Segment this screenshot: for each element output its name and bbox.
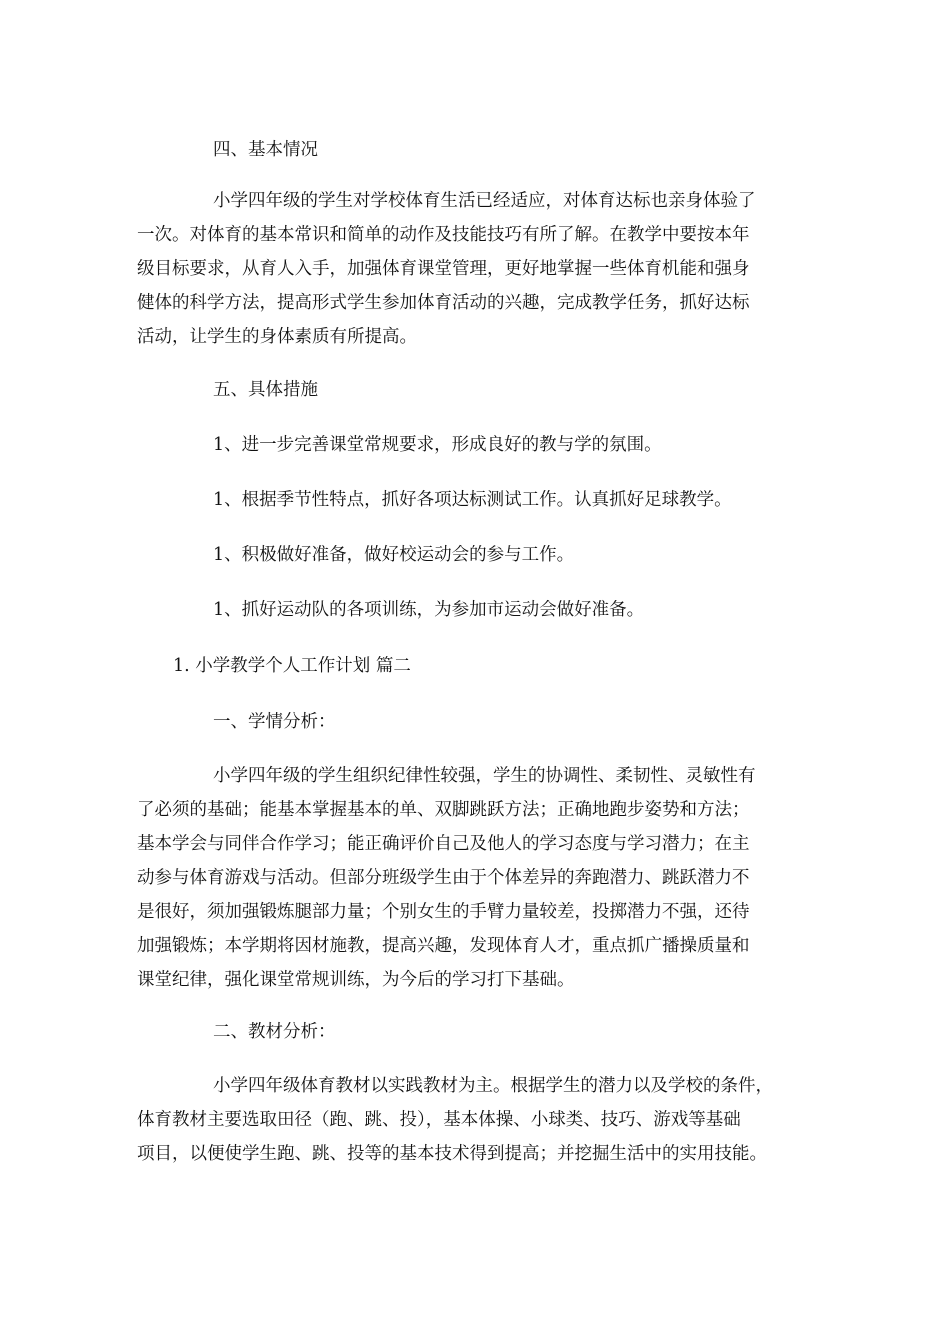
paragraph-line: 体育教材主要选取田径（跑、跳、投），基本体操、小球类、技巧、游戏等基础 bbox=[137, 1110, 741, 1130]
paragraph-line: 小学四年级的学生对学校体育生活已经适应，对体育达标也亲身体验了 bbox=[213, 191, 756, 211]
paragraph-line: 级目标要求，从育人入手，加强体育课堂管理，更好地掌握一些体育机能和强身 bbox=[137, 259, 750, 279]
heading-basic-situation: 四、基本情况 bbox=[213, 140, 318, 160]
section-title: 1. 小学教学个人工作计划 篇二 bbox=[173, 656, 411, 676]
measure-item: 1、进一步完善课堂常规要求，形成良好的教与学的氛围。 bbox=[213, 435, 662, 455]
paragraph-line: 健体的科学方法，提高形式学生参加体育活动的兴趣，完成教学任务，抓好达标 bbox=[137, 293, 750, 313]
paragraph-line: 小学四年级的学生组织纪律性较强，学生的协调性、柔韧性、灵敏性有 bbox=[213, 766, 756, 786]
paragraph-line: 课堂纪律，强化课堂常规训练，为今后的学习打下基础。 bbox=[137, 970, 575, 990]
paragraph-line: 一次。对体育的基本常识和简单的动作及技能技巧有所了解。在教学中要按本年 bbox=[137, 225, 750, 245]
paragraph-line: 是很好，须加强锻炼腿部力量；个别女生的手臂力量较差，投掷潜力不强，还待 bbox=[137, 902, 750, 922]
paragraph-line: 动参与体育游戏与活动。但部分班级学生由于个体差异的奔跑潜力、跳跃潜力不 bbox=[137, 868, 750, 888]
paragraph-line: 了必须的基础；能基本掌握基本的单、双脚跳跃方法；正确地跑步姿势和方法； bbox=[137, 800, 750, 820]
heading-learning-analysis: 一、学情分析： bbox=[213, 712, 336, 732]
paragraph-line: 加强锻炼；本学期将因材施教，提高兴趣，发现体育人才，重点抓广播操质量和 bbox=[137, 936, 750, 956]
paragraph-line: 活动，让学生的身体素质有所提高。 bbox=[137, 327, 417, 347]
paragraph-line: 基本学会与同伴合作学习；能正确评价自己及他人的学习态度与学习潜力；在主 bbox=[137, 834, 750, 854]
measure-item: 1、抓好运动队的各项训练，为参加市运动会做好准备。 bbox=[213, 600, 645, 620]
paragraph-line: 项目，以便使学生跑、跳、投等的基本技术得到提高；并挖掘生活中的实用技能。 bbox=[137, 1144, 767, 1164]
measure-item: 1、积极做好准备，做好校运动会的参与工作。 bbox=[213, 545, 575, 565]
measure-item: 1、根据季节性特点，抓好各项达标测试工作。认真抓好足球教学。 bbox=[213, 490, 732, 510]
paragraph-line: 小学四年级体育教材以实践教材为主。根据学生的潜力以及学校的条件， bbox=[213, 1076, 773, 1096]
heading-material-analysis: 二、教材分析： bbox=[213, 1022, 336, 1042]
heading-specific-measures: 五、具体措施 bbox=[213, 380, 318, 400]
